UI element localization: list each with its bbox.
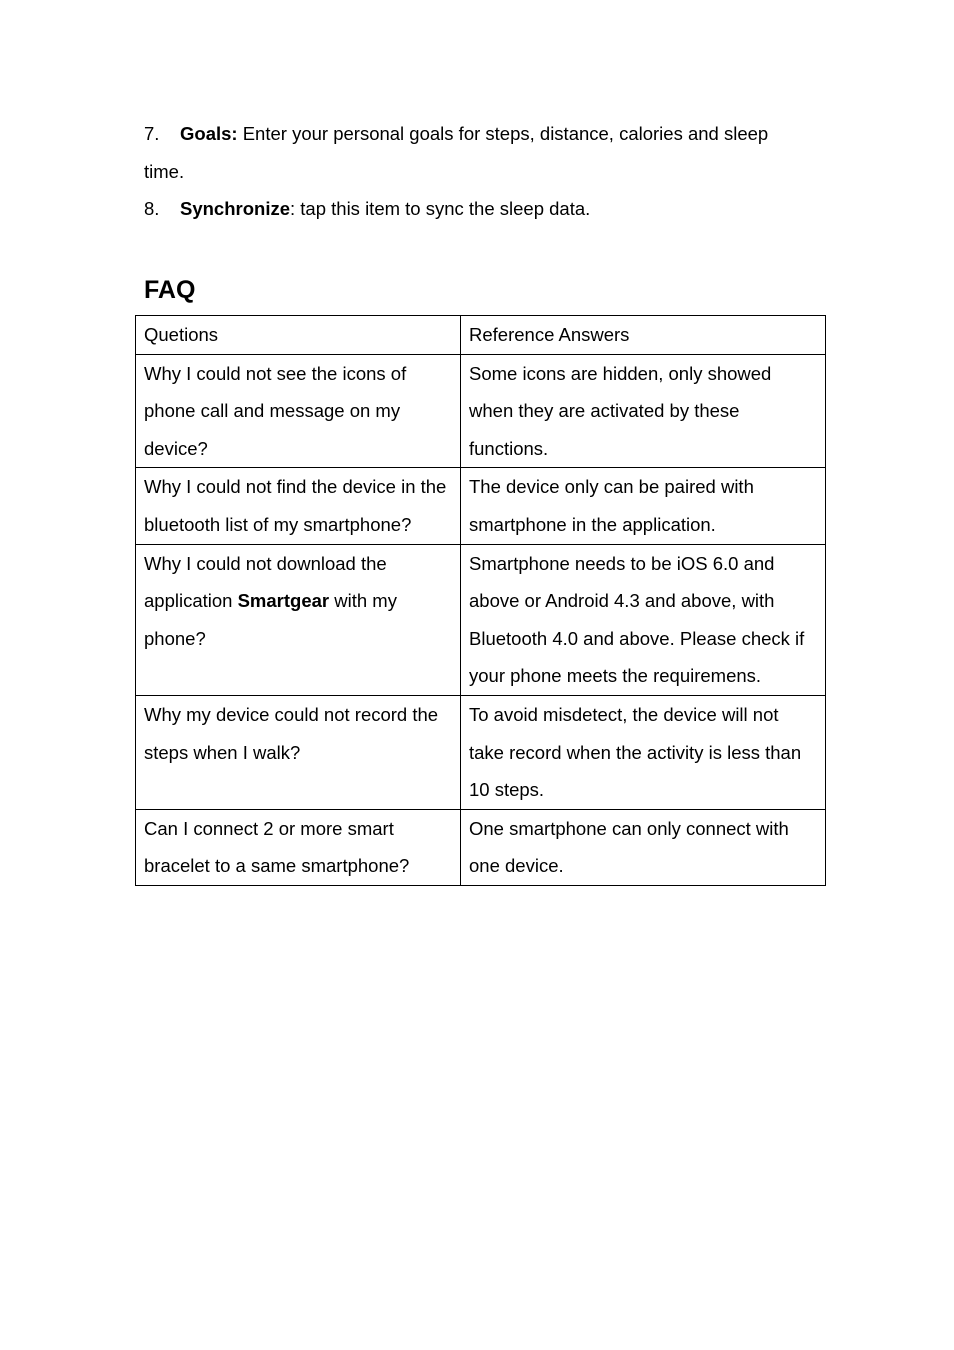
faq-table [135, 315, 826, 886]
question-cell: Why my device could not record the steps when I walk? [136, 695, 461, 809]
list-item-text [180, 190, 834, 228]
table-row [136, 544, 826, 695]
list-item-description: Enter your personal goals for steps, distance, calories and sleep [237, 123, 769, 144]
app-name: Smartgear [237, 590, 330, 612]
question-cell: Why I could not find the device in the bluetooth list of my smartphone? [136, 468, 461, 544]
question-cell [136, 544, 461, 695]
table-row [136, 468, 826, 544]
question-text: with my phone? [144, 590, 397, 649]
list-item-term: Goals: [180, 123, 238, 144]
table-header-row [136, 316, 826, 355]
list-item-continuation: time. [144, 160, 185, 182]
question-text: Why I could not download the application [144, 552, 387, 612]
table-row [136, 354, 826, 468]
list-item-description: : tap this item to sync the sleep data. [290, 198, 591, 219]
answer-cell: Smartphone needs to be iOS 6.0 and above or Android 4.3 and above, with Bluetooth 4.0 and above. Please check if your phone meets the requiremens. [461, 544, 826, 695]
list-item-goals [144, 115, 834, 153]
answer-cell: One smartphone can only connect with one device. [461, 809, 826, 885]
table-row [136, 809, 826, 885]
list-item-text [180, 115, 834, 153]
answer-cell: The device only can be paired with smartphone in the application. [461, 468, 826, 544]
question-cell: Why I could not see the icons of phone call and message on my device? [136, 354, 461, 468]
header-questions: Quetions [136, 316, 461, 355]
list-item-term: Synchronize [180, 198, 290, 219]
header-answers: Reference Answers [461, 316, 826, 355]
instruction-list [144, 115, 834, 228]
list-number: 7. [144, 123, 160, 144]
list-item-synchronize [144, 190, 834, 228]
table-row [136, 695, 826, 809]
answer-cell: To avoid misdetect, the device will not take record when the activity is less than 10 steps. [461, 695, 826, 809]
question-cell: Can I connect 2 or more smart bracelet to a same smartphone? [136, 809, 461, 885]
list-number: 8. [144, 198, 160, 219]
answer-cell: Some icons are hidden, only showed when they are activated by these functions. [461, 354, 826, 468]
faq-heading: FAQ [144, 276, 196, 304]
